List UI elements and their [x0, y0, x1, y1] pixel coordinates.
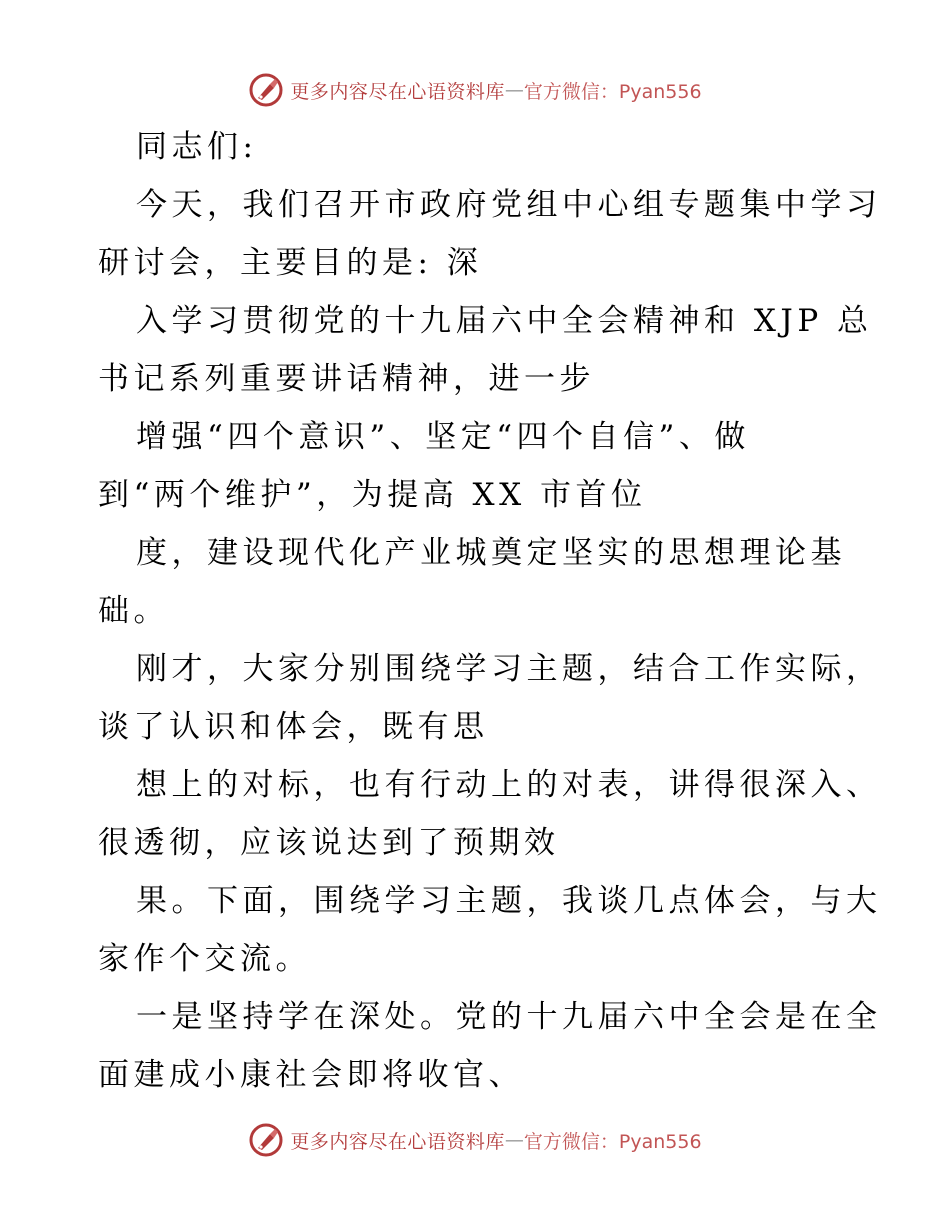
paragraph-line: 很透彻，应该说达到了预期效 [98, 825, 560, 861]
paragraph-line: 同志们: [136, 129, 258, 165]
paragraph-line: 增强“四个意识”、坚定“四个自信”、做 [136, 419, 750, 455]
paragraph-line: 家作个交流。 [98, 941, 311, 977]
paragraph-line: 想上的对标，也有行动上的对表，讲得很深入、 [136, 767, 882, 803]
paragraph-line: 面建成小康社会即将收官、 [98, 1057, 524, 1093]
watermark-contact: 官方微信：Pyan556 [523, 1130, 702, 1153]
paragraph-line: 刚才，大家分别围绕学习主题，结合工作实际， [136, 651, 882, 687]
watermark-text: 更多内容尽在心语资料库 [290, 80, 505, 103]
watermark-separator: — [504, 1129, 524, 1151]
watermark-separator: — [504, 79, 524, 101]
pen-nib-logo-icon [248, 1122, 284, 1158]
paragraph-line: 研讨会，主要目的是: 深 [98, 245, 483, 281]
footer-watermark [0, 1120, 950, 1160]
pen-nib-logo-icon [248, 72, 284, 108]
paragraph-line: 书记系列重要讲话精神，进一步 [98, 361, 595, 397]
paragraph-line: 一是坚持学在深处。党的十九届六中全会是在全 [136, 999, 882, 1035]
paragraph-line: 谈了认识和体会，既有思 [98, 709, 489, 745]
paragraph-line: 入学习贯彻党的十九届六中全会精神和 XJP 总 [136, 303, 873, 339]
watermark-contact: 官方微信：Pyan556 [523, 80, 702, 103]
paragraph-line: 到“两个维护”，为提高 XX 市首位 [98, 477, 647, 513]
paragraph-line: 度，建设现代化产业城奠定坚实的思想理论基 [136, 535, 846, 571]
paragraph-line: 今天，我们召开市政府党组中心组专题集中学习 [136, 187, 882, 223]
paragraph-line: 础。 [98, 593, 169, 629]
watermark-text: 更多内容尽在心语资料库 [290, 1130, 505, 1153]
paragraph-line: 果。下面，围绕学习主题，我谈几点体会，与大 [136, 883, 882, 919]
header-watermark [0, 70, 950, 110]
